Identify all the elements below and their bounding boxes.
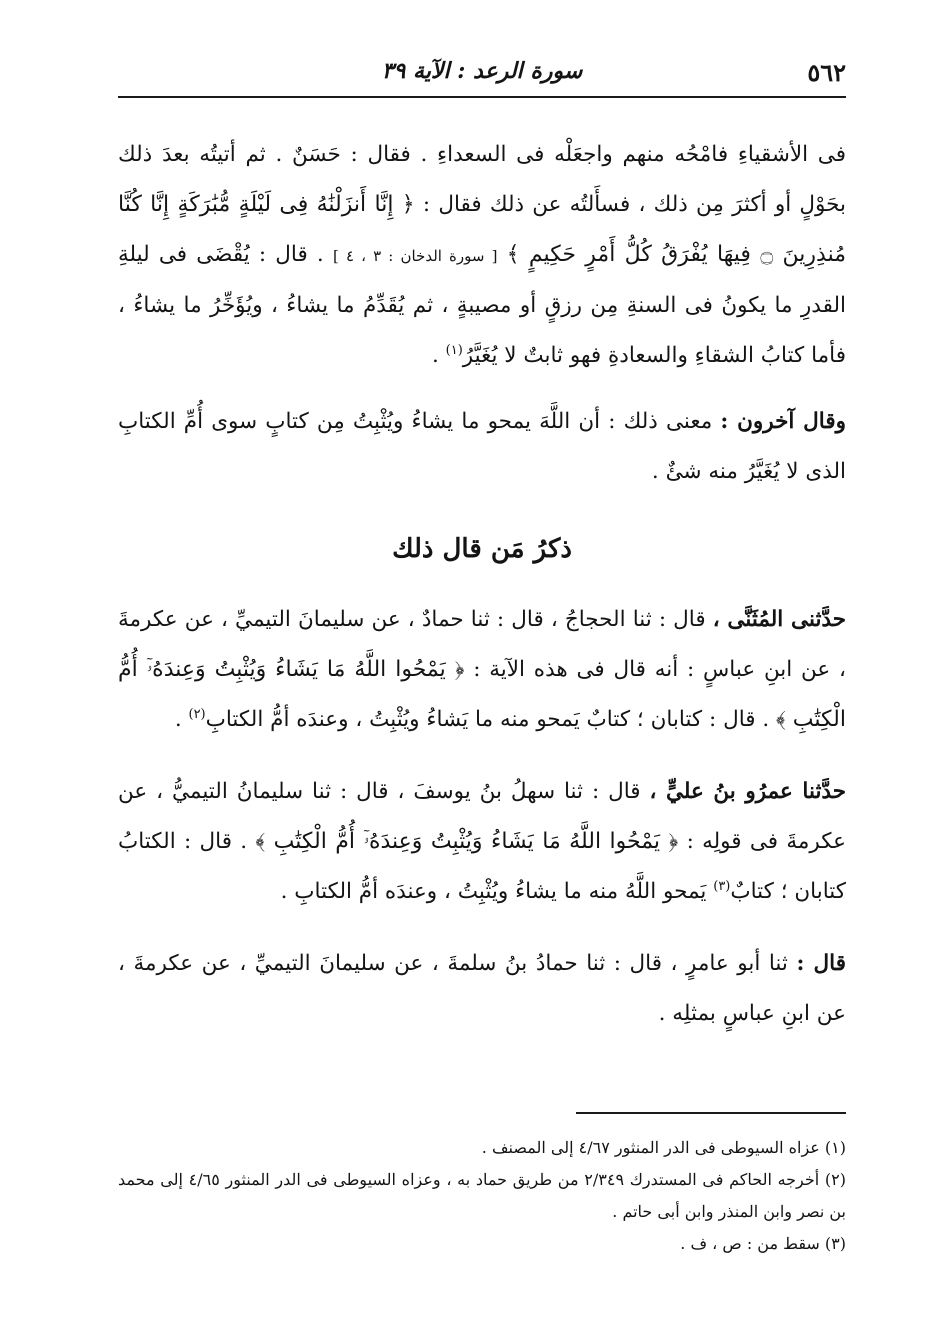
paragraph-3-text-a: قال : ثنا الحجاجُ ، قال : ثنا حمادٌ ، عن سليمانَ التيميِّ ، عن عكرمةَ ، عن ابنِ عباسٍ : أنه قال فى هذه الآية : [118,607,846,682]
footnotes [118,1112,846,1260]
page-number: ٥٦٢ [807,58,846,87]
paragraph-4 [118,767,846,917]
paragraph-3-end: . [174,707,189,732]
footnote-marker-2: (٢) [188,706,206,722]
page-header [118,52,846,98]
quran-verse-raad-2: ﴿ يَمْحُوا اللَّهُ مَا يَشَاءُ وَيُثْبِتُ وَعِندَهُۥٓ أُمُّ الْكِتَٰبِ ﴾ [255,829,679,854]
section-heading: ذكرُ مَن قال ذلك [392,534,572,564]
paragraph-5-text: ثنا أبو عامرٍ ، قال : ثنا حمادُ بنُ سلمةَ ، عن سليمانَ التيميِّ ، عن عكرمةَ ، عن ابنِ عباسٍ بمثلِه . [118,951,846,1026]
paragraph-4-lead: حدَّثنا عمرُو بنُ عليٍّ ، [649,779,847,804]
paragraph-4-text-b: . قال : الكتابُ كتابان ؛ كتابٌ [118,829,846,904]
paragraph-1-text-a: فى الأشقياءِ فامْحُه منهم واجعَلْه فى السعداءِ . فقال : حَسَنٌ . ثم أتيتُه بعدَ ذلك بحَوْلٍ أو أكثرَ مِن ذلك ، فسأَلتُه عن ذلك فقال : [118,142,846,217]
footnote-1: (١) عزاه السيوطى فى الدر المنثور ٤/٦٧ إلى المصنف . [481,1138,846,1157]
paragraph-3-text-b: . قال : كتابان ؛ كتابٌ يَمحو منه ما يَشاءُ ويُثْبِتُ ، وعندَه أمُّ الكتابِ [205,707,777,732]
quran-verse-raad-1: ﴿ يَمْحُوا اللَّهُ مَا يَشَاءُ وَيُثْبِتُ وَعِندَهُۥٓ أُمُّ الْكِتَٰبِ ﴾ [118,657,846,732]
paragraph-1-end: . [431,343,446,368]
footnote-2: (٢) أخرجه الحاكم فى المستدرك ٢/٣٤٩ من طريق حماد به ، وعزاه السيوطى فى الدر المنثور ٤/٦٥ إلى محمد بن نصر وابن المنذر وابن أبى حاتم . [118,1170,847,1221]
paragraph-1 [118,130,846,381]
quran-verse-dukhan: ﴿ إِنَّا أَنزَلْنَٰهُ فِى لَيْلَةٍ مُّبَٰرَكَةٍ إِنَّا كُنَّا مُنذِرِينَ ۝ فِيهَا يُفْرَقُ كُلُّ أَمْرٍ حَكِيمٍ ﴾ [118,192,847,267]
main-text [118,130,846,1061]
paragraph-4-text-c: يَمحو اللَّهُ منه ما يشاءُ ويُثْبِتُ ، وعندَه أمُّ الكتابِ . [280,879,714,904]
paragraph-5-lead: قال : [796,951,847,976]
footnote-marker-3: (٣) [713,878,731,894]
footnote-marker-1: (١) [445,342,463,358]
running-title: سورة الرعد : الآية ٣٩ [381,58,583,84]
paragraph-1-text-b: . قال : يُقْضَى فى ليلةِ القدرِ ما يكونُ فى السنةِ مِن رزقٍ أو مصيبةٍ ، ثم يُقَدِّمُ ما يشاءُ ، ويُؤَخِّرُ ما يشاءُ ، فأما كتابُ الشقاءِ والسعادةِ فهو ثابتٌ لا يُغَيَّرُ [118,242,846,368]
paragraph-4-text-a: قال : ثنا سهلُ بنُ يوسفَ ، قال : ثنا سليمانُ التيميُّ ، عن عكرمةَ فى قولِه : [118,779,846,854]
paragraph-2 [118,397,846,497]
paragraph-3 [118,595,846,745]
paragraph-3-lead: حدَّثنى المُثَنَّى ، [712,607,847,632]
paragraph-2-text: معنى ذلك : أن اللَّهَ يمحو ما يشاءُ ويُثْبِتُ مِن كتابٍ سوى أُمِّ الكتابِ الذى لا يُغَيَّرُ منه شئٌ . [118,409,846,484]
paragraph-5 [118,939,846,1039]
footnote-divider [576,1112,846,1114]
footnote-3: (٣) سقط من : ص ، ف . [680,1234,846,1253]
surah-reference: [ سورة الدخان : ٣ ، ٤ ] [332,247,498,265]
paragraph-2-lead: وقال آخرون : [720,409,846,434]
